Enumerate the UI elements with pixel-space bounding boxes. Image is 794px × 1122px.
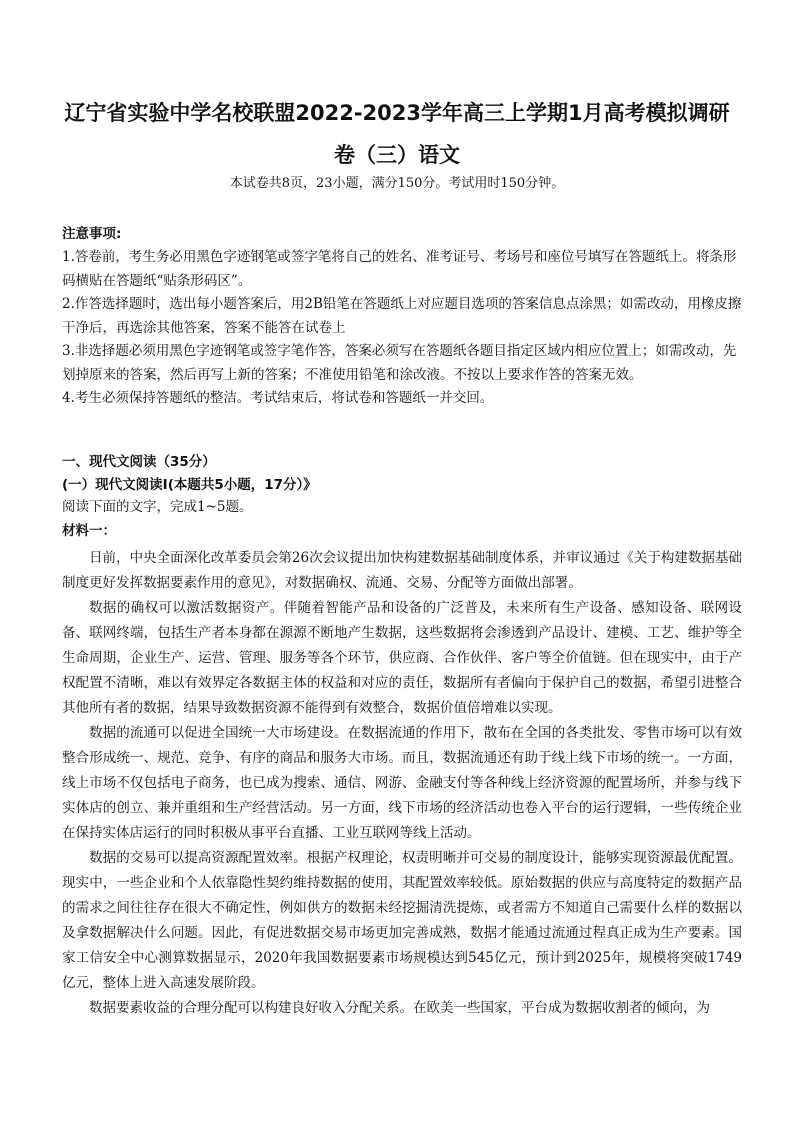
- material-label: 材料一：: [62, 523, 116, 539]
- material-paragraph: 数据的确权可以激活数据资产。伴随着智能产品和设备的广泛普及，未来所有生产设备、感知设备、联网设备、联网终端，包括生产者本身都在源源不断地产生数据，这些数据将会渗透到产品设计、建模、工艺、维护等全生命周期，企业生产、运营、管理、服务等各个环节，供应商、合作伙伴、客户等全价值链。但在现实中，由于产权配置不清晰，难以有效界定各数据主体的权益和对应的责任，数据所有者偏向于保护自己的数据，希望引进整合其他所有者的数据，结果导致数据资源不能得到有效整合，数据价值倍增难以实现。: [62, 600, 742, 716]
- material-paragraph: 数据的交易可以提高资源配置效率。根据产权理论，权责明晰并可交易的制度设计，能够实现资源最优配置。现实中，一些企业和个人依靠隐性契约维持数据的使用，其配置效率较低。原始数据的供应与高度特定的数据产品的需求之间往往存在很大不确定性，例如供方的数据未经挖掘清洗提炼，或者需方不知道自己需要什么样的数据以及拿数据解决什么问题。因此，有促进数据交易市场更加完善成熟，数据才能通过流通过程真正成为生产要素。国家工信安全中心测算数据显示，2020年我国数据要素市场规模达到545亿元，预计到2025年，规模将突破1749亿元，整体上进入高速发展阶段。: [62, 850, 742, 991]
- material-text: [62, 546, 742, 1021]
- notice-list: [62, 246, 742, 411]
- notice-heading: 注意事项:: [62, 226, 122, 242]
- section-heading: 一、现代文阅读（35分）: [62, 454, 216, 470]
- notice-item: 4.考生必须保持答题纸的整洁。考试结束后，将试卷和答题纸一并交回。: [62, 390, 494, 406]
- material-paragraph: 数据要素收益的合理分配可以构建良好收入分配关系。在欧美一些国家，平台成为数据收割者的倾向，为: [89, 1000, 710, 1016]
- reading-instruction: 阅读下面的文字，完成1~5题。: [62, 499, 253, 515]
- notice-item: 2.作答选择题时，选出每小题答案后，用2B铅笔在答题纸上对应题目选项的答案信息点涂黑；如需改动，用橡皮擦干净后，再选涂其他答案，答案不能答在试卷上: [62, 296, 742, 336]
- section-sub-heading: (一）现代文阅读Ⅰ(本题共5小题，17分）》: [62, 477, 317, 493]
- exam-subtitle: 本试卷共8页，23小题，满分150分。考试用时150分钟。: [229, 176, 565, 191]
- exam-title-line-1: 辽宁省实验中学名校联盟2022-2023学年高三上学期1月高考模拟调研: [64, 101, 730, 125]
- material-paragraph: 数据的流通可以促进全国统一大市场建设。在数据流通的作用下，散布在全国的各类批发、零售市场可以有效整合形成统一、规范、竞争、有序的商品和服务大市场。而且，数据流通还有助于线上线下市场的统一。一方面，线上市场不仅包括电子商务，也已成为搜索、通信、网游、金融支付等各种线上经济资源的配置场所，并参与线下实体店的创立、兼并重组和生产经营活动。另一方面，线下市场的经济活动也卷入平台的运行逻辑，一些传统企业在保持实体店运行的同时积极从事平台直播、工业互联网等线上活动。: [62, 725, 742, 841]
- notice-item: 3.非选择题必须用黑色字迹钢笔或签字笔作答，答案必须写在答题纸各题目指定区域内相应位置上；如需改动，先划掉原来的答案，然后再写上新的答案；不准使用铅笔和涂改液。不按以上要求作答的答案无效。: [62, 343, 737, 383]
- exam-title-line-2: 卷（三）语文: [334, 143, 460, 167]
- notice-item: 1.答卷前，考生务必用黑色字迹钢笔或签字笔将自己的姓名、准考证号、考场号和座位号填写在答题纸上。将条形码横贴在答题纸“贴条形码区”。: [62, 249, 737, 289]
- exam-title: [40, 92, 754, 176]
- material-paragraph: 日前，中央全面深化改革委员会第26次会议提出加快构建数据基础制度体系，并审议通过《关于构建数据基础制度更好发挥数据要素作用的意见》，对数据确权、流通、交易、分配等方面做出部署。: [62, 550, 742, 591]
